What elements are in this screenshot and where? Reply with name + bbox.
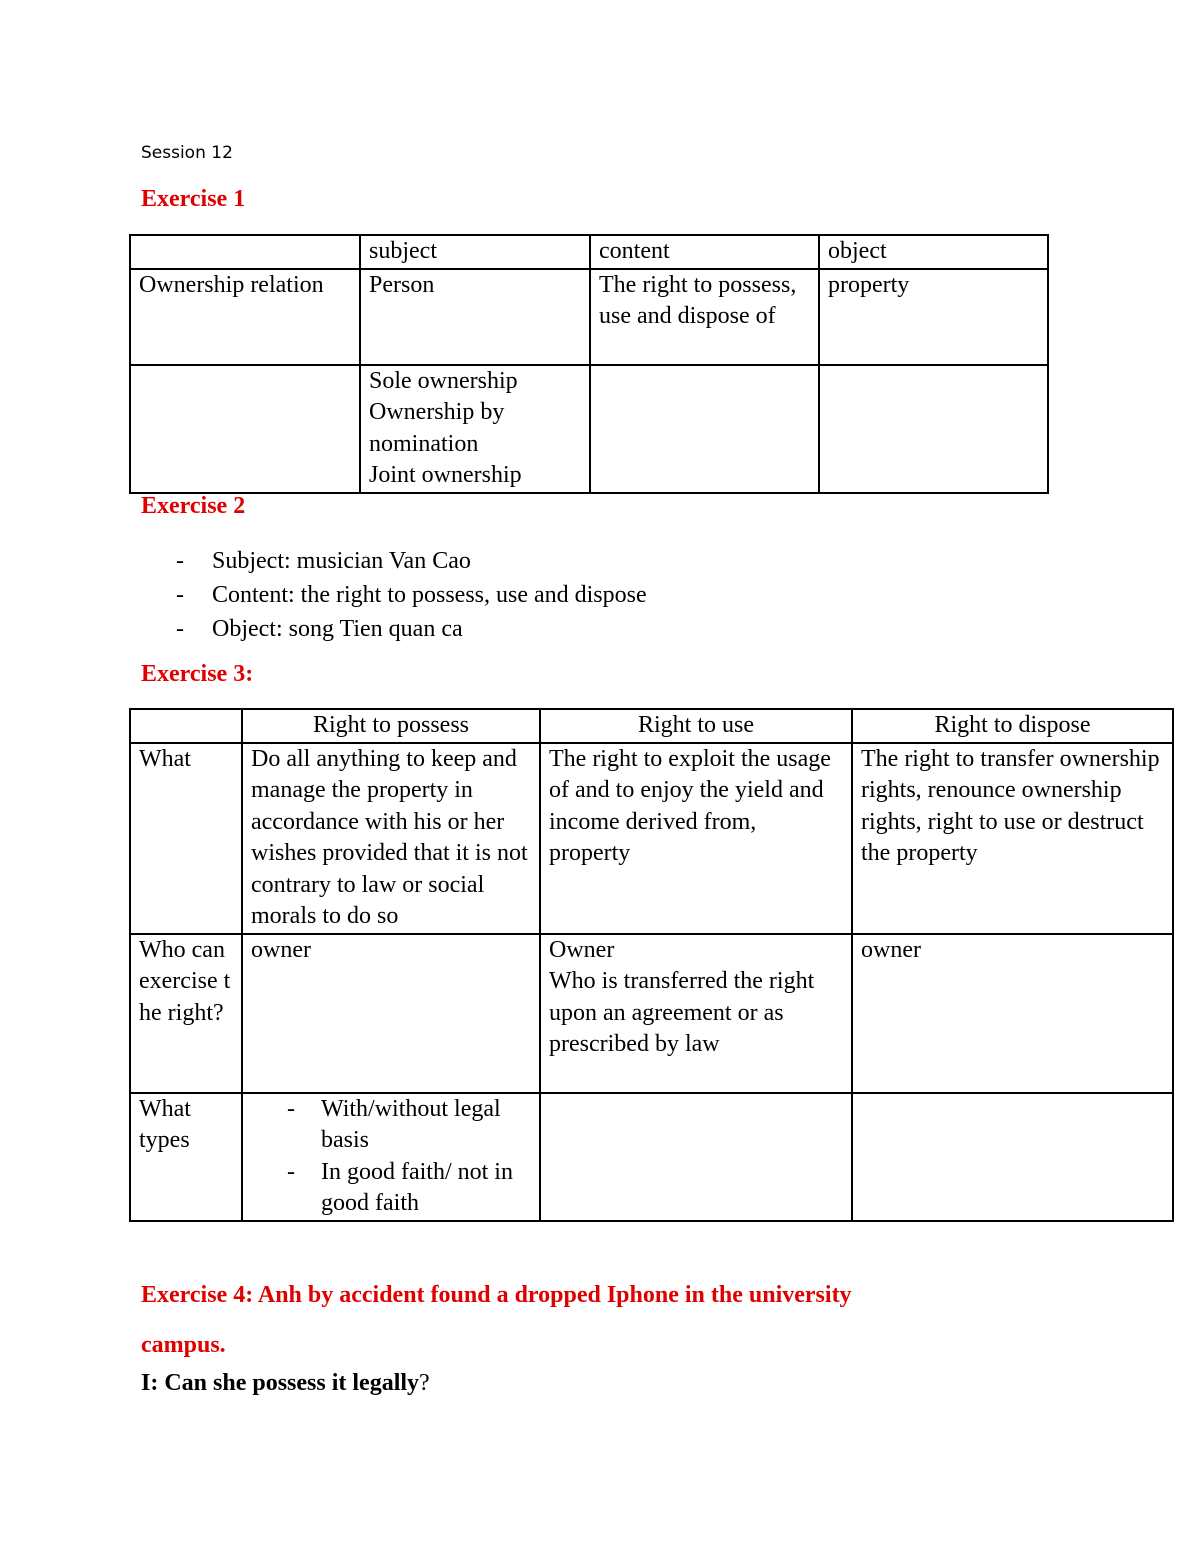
list-item: - Content: the right to possess, use and dispose bbox=[141, 578, 647, 612]
exercise-4-heading: Exercise 4: Anh by accident found a dropped Iphone in the university campus. bbox=[141, 1282, 852, 1358]
header-right-to-possess: Right to possess bbox=[242, 709, 540, 743]
dash-bullet-icon: - bbox=[176, 616, 184, 642]
cell-ownership-types bbox=[360, 365, 590, 493]
cell-content-rights: The right to possess, use and dispose of bbox=[590, 269, 819, 365]
dash-bullet-icon: - bbox=[176, 548, 184, 574]
cell-empty bbox=[590, 365, 819, 493]
cell-possess-types bbox=[242, 1093, 540, 1221]
row-label-who: Who can exercise the right? bbox=[130, 934, 242, 1093]
cell-dispose-who: owner bbox=[852, 934, 1173, 1093]
cell-use-what: The right to exploit the usage of and to enjoy the yield and income derived from, property bbox=[540, 743, 852, 934]
who-line: Owner bbox=[549, 936, 615, 963]
list-item: - With/without legal basis bbox=[287, 1095, 501, 1153]
cell-subject-person: Person bbox=[360, 269, 590, 365]
cell-empty bbox=[540, 1093, 852, 1221]
exercise-2-heading: Exercise 2 bbox=[141, 493, 246, 519]
ownership-type: Joint ownership bbox=[369, 462, 522, 488]
exercise-3-table bbox=[129, 708, 1174, 1222]
list-item: - Subject: musician Van Cao bbox=[141, 544, 647, 578]
exercise-1-heading: Exercise 1 bbox=[141, 186, 246, 212]
dash-bullet-icon: - bbox=[176, 582, 184, 608]
row-label-what: What bbox=[130, 743, 242, 934]
who-line: Who is transferred the right upon an agreement or as prescribed by law bbox=[549, 968, 815, 1057]
ownership-type: Ownership by nomination bbox=[369, 399, 505, 457]
dash-bullet-icon: - bbox=[287, 1158, 295, 1185]
cell-use-who bbox=[540, 934, 852, 1093]
cell-dispose-what: The right to transfer ownership rights, renounce ownership rights, right to use or destruct the property bbox=[852, 743, 1173, 934]
exercise-3-heading: Exercise 3: bbox=[141, 661, 254, 687]
header-cell-empty bbox=[130, 709, 242, 743]
cell-possess-what: Do all anything to keep and manage the property in accordance with his or her wishes provided that it is not contrary to law or social morals to do so bbox=[242, 743, 540, 934]
row-label-what-types: What types bbox=[130, 1093, 242, 1221]
exercise-2-list bbox=[141, 544, 647, 646]
cell-object-property: property bbox=[819, 269, 1048, 365]
header-subject: subject bbox=[360, 235, 590, 269]
question-text: I: Can she possess it legally bbox=[141, 1370, 420, 1396]
question-mark: ? bbox=[419, 1370, 430, 1396]
possess-types-list bbox=[251, 1094, 531, 1220]
dash-bullet-icon: - bbox=[287, 1095, 295, 1122]
header-content: content bbox=[590, 235, 819, 269]
header-cell-empty bbox=[130, 235, 360, 269]
session-label: Session 12 bbox=[141, 143, 233, 163]
row-label-empty bbox=[130, 365, 360, 493]
cell-empty bbox=[852, 1093, 1173, 1221]
header-right-to-dispose: Right to dispose bbox=[852, 709, 1173, 743]
ownership-type: Sole ownership bbox=[369, 367, 518, 394]
exercise-1-table bbox=[129, 234, 1049, 494]
question-1 bbox=[141, 1370, 430, 1397]
header-right-to-use: Right to use bbox=[540, 709, 852, 743]
row-label-ownership-relation: Ownership relation bbox=[130, 269, 360, 365]
list-item: - In good faith/ not in good faith bbox=[287, 1158, 513, 1216]
cell-possess-who: owner bbox=[242, 934, 540, 1093]
list-item: - Object: song Tien quan ca bbox=[141, 612, 647, 646]
cell-empty bbox=[819, 365, 1048, 493]
header-object: object bbox=[819, 235, 1048, 269]
